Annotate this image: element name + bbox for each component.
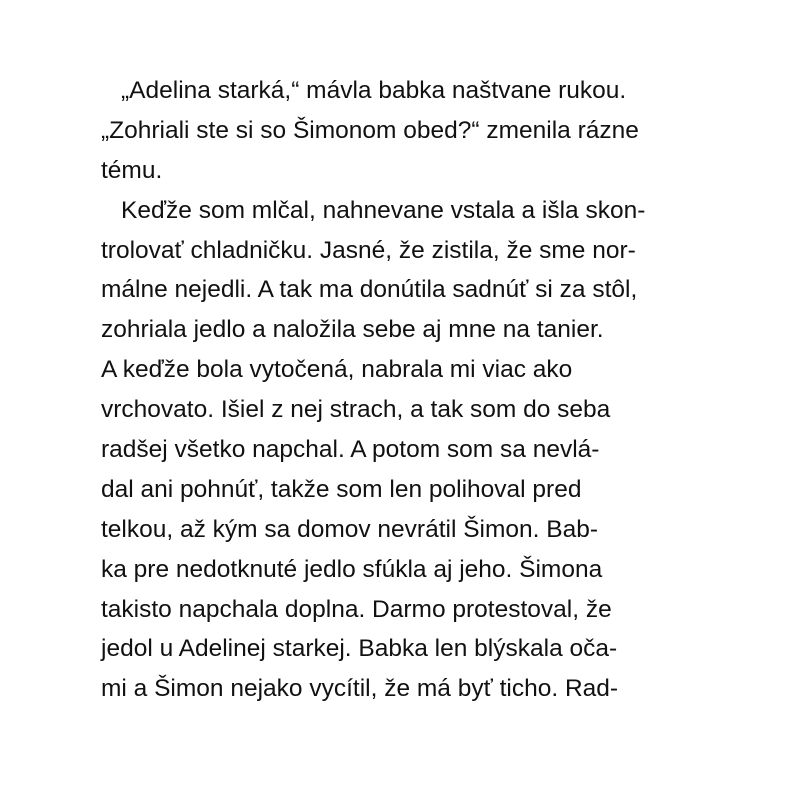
paragraph-1: [101, 71, 711, 191]
text-line: mi a Šimon nejako vycítil, že má byť ticho. Rad-: [101, 675, 619, 703]
text-line: „Zohriali ste si so Šimonom obed?“ zmenila rázne: [101, 116, 639, 144]
text-line: málne nejedli. A tak ma donútila sadnúť si za stôl,: [101, 276, 638, 304]
text-line: ka pre nedotknuté jedlo sfúkla aj jeho. Šimona: [101, 555, 603, 583]
text-line: zohriala jedlo a naložila sebe aj mne na tanier.: [101, 316, 604, 344]
text-line: takisto napchala doplna. Darmo protestoval, že: [101, 595, 612, 623]
book-page-text: [101, 71, 711, 709]
text-line: jedol u Adelinej starkej. Babka len blýskala oča-: [101, 635, 618, 663]
text-line: A keďže bola vytočená, nabrala mi viac ako: [101, 356, 573, 384]
text-line: dal ani pohnúť, takže som len polihoval pred: [101, 475, 582, 503]
text-line: radšej všetko napchal. A potom som sa nevlá-: [101, 436, 600, 464]
text-line: trolovať chladničku. Jasné, že zistila, že sme nor-: [101, 236, 636, 264]
text-line: telkou, až kým sa domov nevrátil Šimon. Bab-: [101, 515, 599, 543]
text-line: „Adelina starká,“ mávla babka naštvane rukou.: [121, 77, 627, 104]
text-line: Keďže som mlčal, nahnevane vstala a išla skon-: [121, 196, 646, 224]
text-line: vrchovato. Išiel z nej strach, a tak som do seba: [101, 396, 611, 424]
paragraph-2: [101, 191, 711, 710]
text-line: tému.: [101, 156, 163, 184]
